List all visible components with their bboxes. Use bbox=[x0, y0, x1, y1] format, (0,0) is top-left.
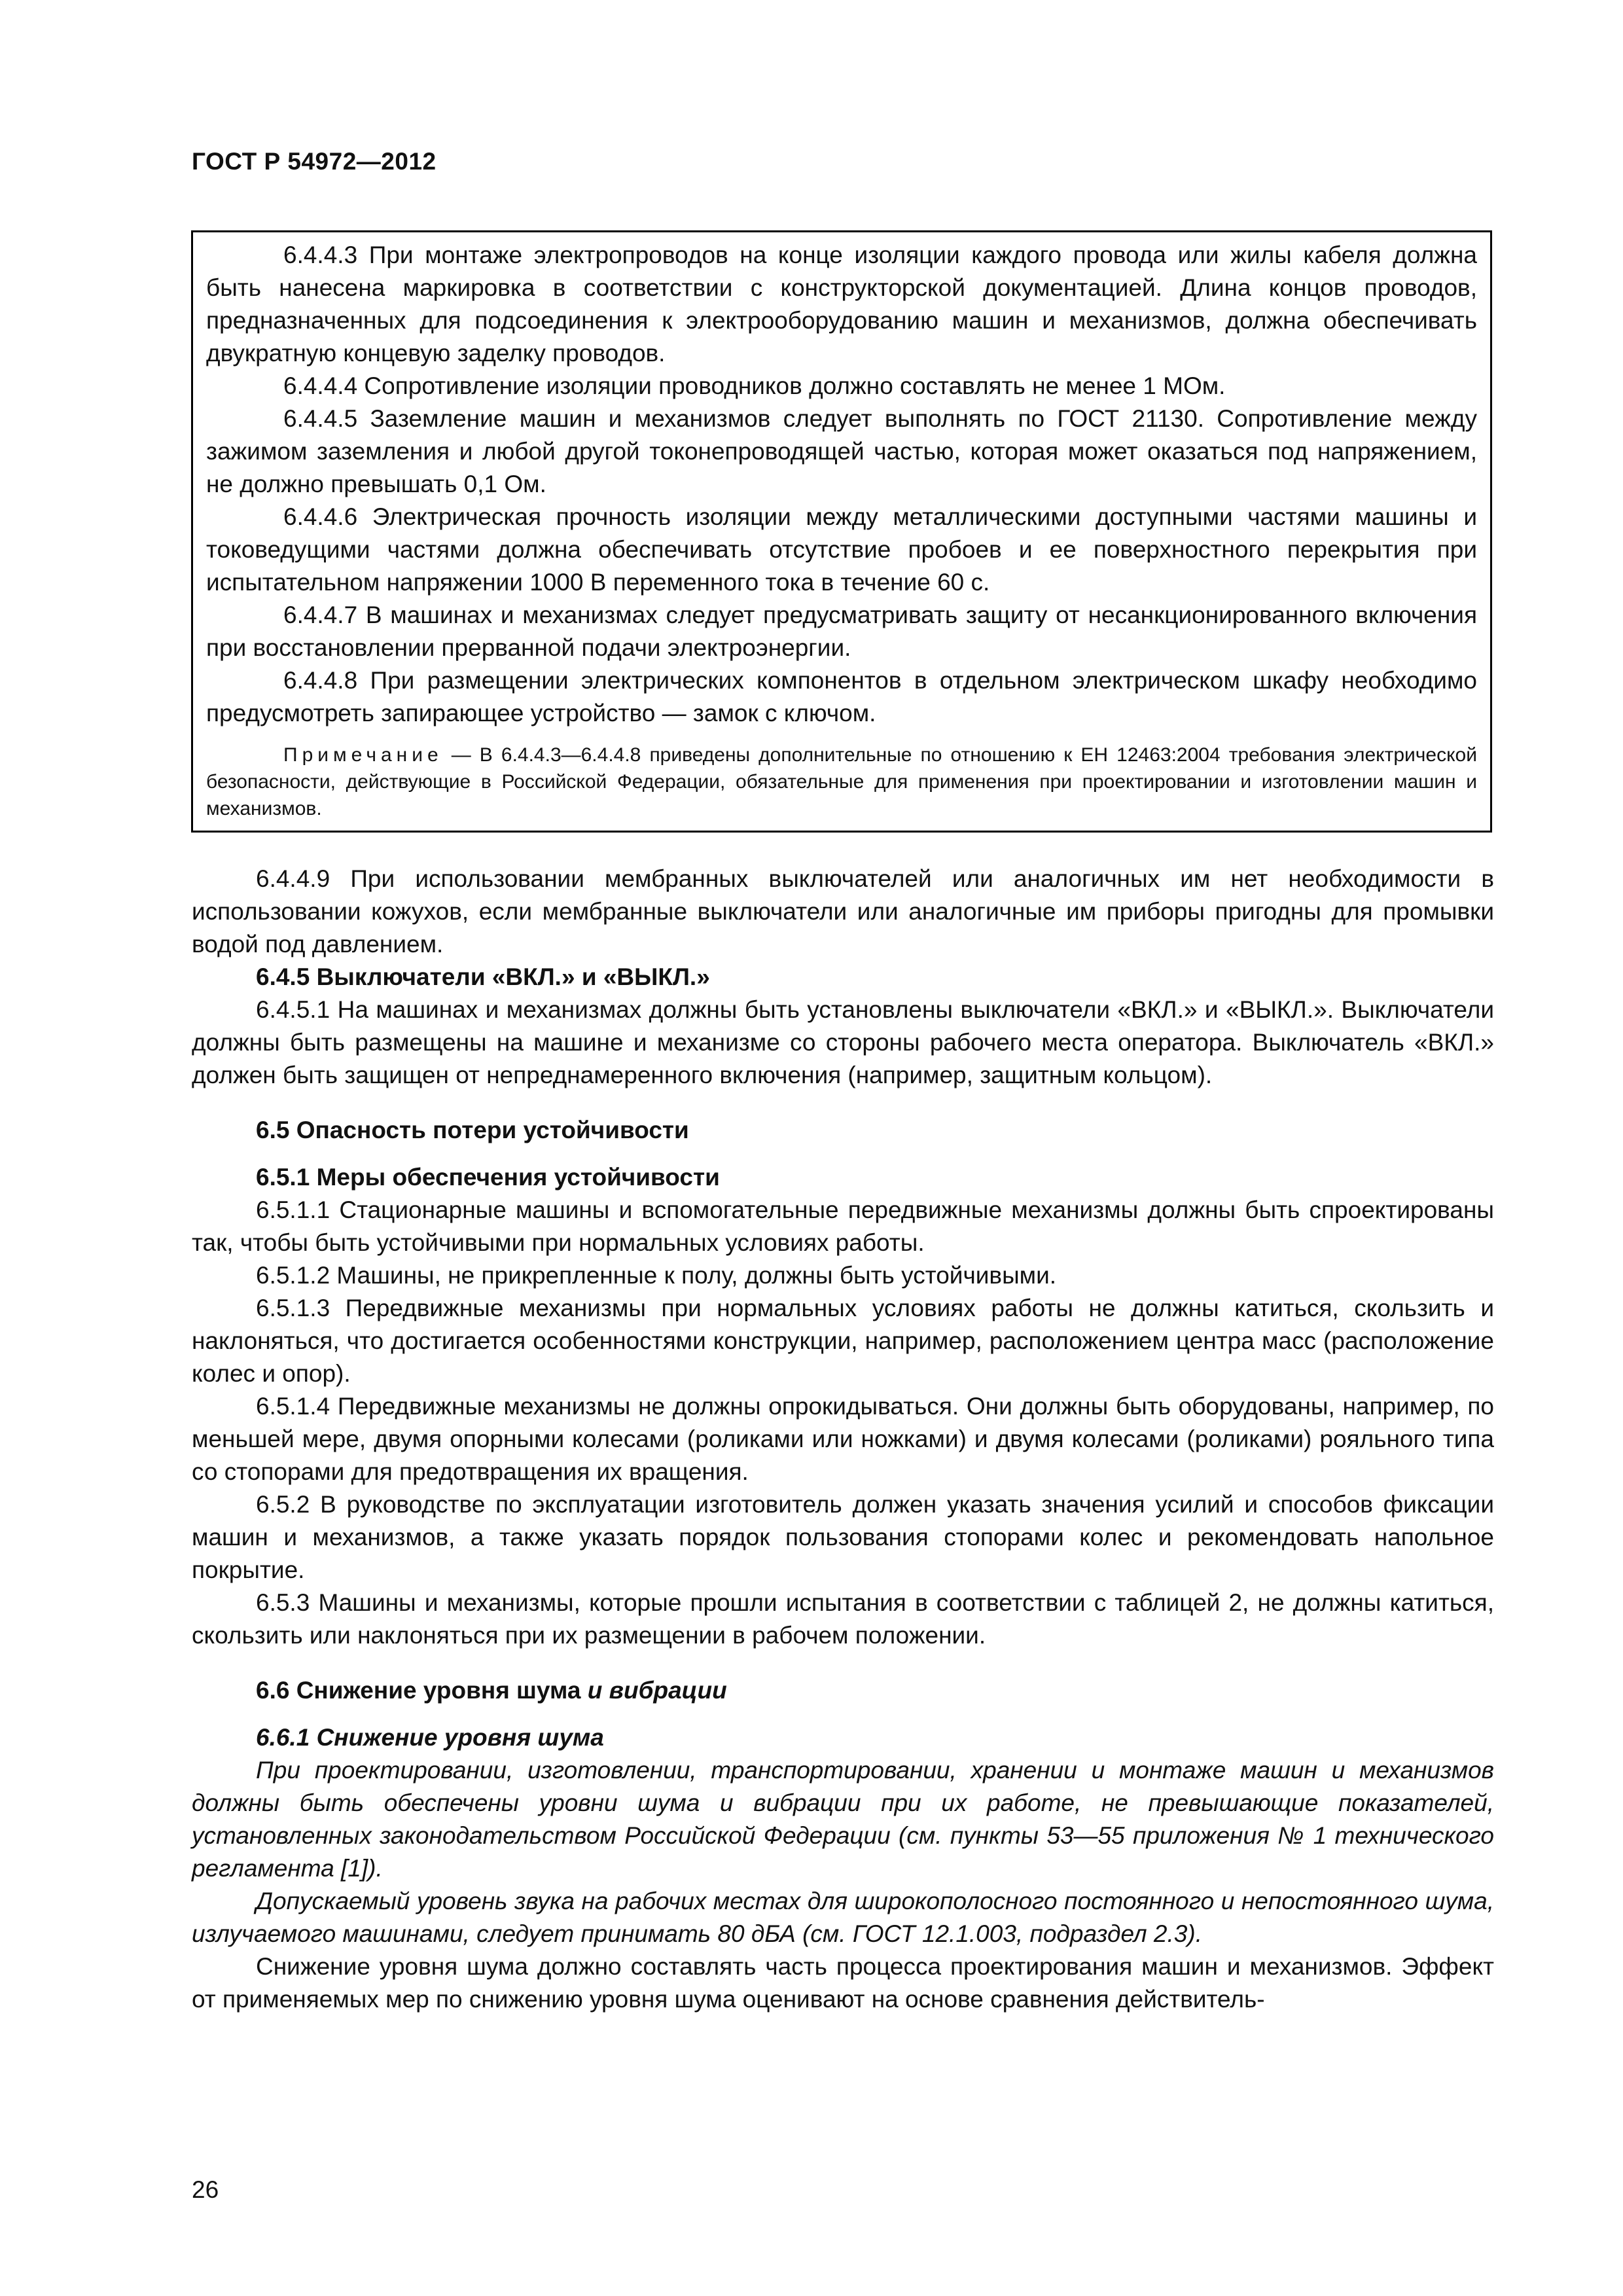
document-code: ГОСТ Р 54972—2012 bbox=[192, 148, 437, 175]
paragraph-noise-level: Допускаемый уровень звука на рабочих местах для широкополосного постоянного и непостоянного шума, излучаемого машинами, следует принимать 80 дБА (см. ГОСТ 12.1.003, подраздел 2.3). bbox=[192, 1888, 1494, 1947]
heading-6-5-1: 6.5.1 Меры обеспечения устойчивости bbox=[256, 1164, 720, 1191]
paragraph-6-4-4-9: 6.4.4.9 При использовании мембранных выключателей или аналогичных им нет необходимости в использовании кожухов, если мембранные выключатели или аналогичные им приборы пригодны для промывки водой под давлением. bbox=[192, 865, 1494, 958]
paragraph-6-4-4-8: 6.4.4.8 При размещении электрических компонентов в отдельном электрическом шкафу необходимо предусмотреть запирающее устройство — замок с ключом. bbox=[206, 667, 1477, 726]
heading-6-6-italic: и вибрации bbox=[587, 1677, 727, 1704]
note-text: — В 6.4.4.3—6.4.4.8 приведены дополнительные по отношению к ЕН 12463:2004 требования электрической безопасности, действующие в Российской Федерации, обязательные для применения при проектировании и изготовлении машин и механизмов. bbox=[206, 744, 1477, 819]
paragraph-6-5-1-4: 6.5.1.4 Передвижные механизмы не должны опрокидываться. Они должны быть оборудованы, например, по меньшей мере, двумя опорными колесами (роликами или ножками) и двумя колесами (роликами) рояльного типа со стопорами для предотвращения их вращения. bbox=[192, 1393, 1494, 1485]
heading-6-6-regular: 6.6 Снижение уровня шума bbox=[256, 1677, 588, 1704]
paragraph-6-5-2: 6.5.2 В руководстве по эксплуатации изготовитель должен указать значения усилий и способов фиксации машин и механизмов, а также указать порядок пользования стопорами колес и рекомендовать напольное покрытие. bbox=[192, 1491, 1494, 1583]
paragraph-6-5-3: 6.5.3 Машины и механизмы, которые прошли испытания в соответствии с таблицей 2, не должны катиться, скользить или наклоняться при их размещении в рабочем положении. bbox=[192, 1589, 1494, 1649]
heading-6-6-1: 6.6.1 Снижение уровня шума bbox=[256, 1724, 604, 1751]
boxed-requirements bbox=[191, 230, 1492, 833]
paragraph-6-4-4-4: 6.4.4.4 Сопротивление изоляции проводников должно составлять не менее 1 МОм. bbox=[283, 372, 1226, 399]
paragraph-6-5-1-2: 6.5.1.2 Машины, не прикрепленные к полу, должны быть устойчивыми. bbox=[256, 1262, 1057, 1289]
paragraph-6-4-4-3: 6.4.4.3 При монтаже электропроводов на конце изоляции каждого провода или жилы кабеля должна быть нанесена маркировка в соответствии с конструкторской документацией. Длина концов проводов, предназначенных для подсоединения к электрооборудованию машин и механизмов, должна обеспечивать двукратную концевую заделку проводов. bbox=[206, 242, 1477, 367]
paragraph-6-5-1-3: 6.5.1.3 Передвижные механизмы при нормальных условиях работы не должны катиться, скользить и наклоняться, что достигается особенностями конструкции, например, расположением центра масс (расположение колес и опор). bbox=[192, 1295, 1494, 1387]
paragraph-6-4-4-6: 6.4.4.6 Электрическая прочность изоляции между металлическими доступными частями машины и токоведущими частями должна обеспечивать отсутствие пробоев и ее поверхностного перекрытия при испытательном напряжении 1000 В переменного тока в течение 60 с. bbox=[206, 503, 1477, 596]
paragraph-6-5-1-1: 6.5.1.1 Стационарные машины и вспомогательные передвижные механизмы должны быть спроектированы так, чтобы быть устойчивыми при нормальных условиях работы. bbox=[192, 1196, 1494, 1256]
paragraph-noise-requirements: При проектировании, изготовлении, транспортировании, хранении и монтаже машин и механизмов должны быть обеспечены уровни шума и вибрации при их работе, не превышающие показателей, установленных законодательством Российской Федерации (см. пункты 53—55 приложения № 1 технического регламента [1]). bbox=[192, 1757, 1494, 1882]
note-label: Примечание bbox=[283, 744, 443, 766]
paragraph-noise-reduction: Снижение уровня шума должно составлять часть процесса проектирования машин и механизмов. Эффект от применяемых мер по снижению уровня шума оценивают на основе сравнения действитель- bbox=[192, 1953, 1494, 2013]
heading-6-5: 6.5 Опасность потери устойчивости bbox=[256, 1117, 689, 1143]
paragraph-6-4-4-7: 6.4.4.7 В машинах и механизмах следует предусматривать защиту от несанкционированного включения при восстановлении прерванной подачи электроэнергии. bbox=[206, 601, 1477, 661]
paragraph-6-4-4-5: 6.4.4.5 Заземление машин и механизмов следует выполнять по ГОСТ 21130. Сопротивление между зажимом заземления и любой другой токонепроводящей частью, которая может оказаться под напряжением, не должно превышать 0,1 Ом. bbox=[206, 405, 1477, 497]
main-text bbox=[192, 863, 1494, 2016]
heading-6-6 bbox=[192, 1674, 1494, 1707]
paragraph-6-4-5-1: 6.4.5.1 На машинах и механизмах должны быть установлены выключатели «ВКЛ.» и «ВЫКЛ.». Выключатели должны быть размещены на машине и механизме со стороны рабочего места оператора. Выключатель «ВКЛ.» должен быть защищен от непреднамеренного включения (например, защитным кольцом). bbox=[192, 996, 1494, 1088]
note bbox=[206, 742, 1477, 822]
page-number: 26 bbox=[192, 2176, 219, 2203]
heading-6-4-5: 6.4.5 Выключатели «ВКЛ.» и «ВЫКЛ.» bbox=[256, 963, 710, 990]
